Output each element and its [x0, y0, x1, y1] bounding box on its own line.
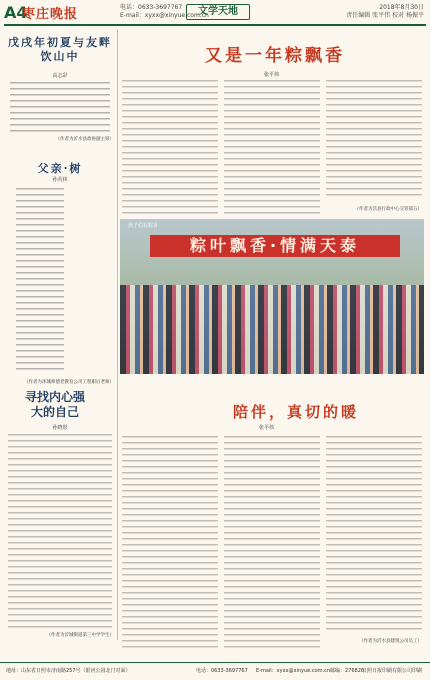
footer-email: E-mail：xyxx@xinyue.com.cn — [256, 668, 331, 674]
second-body-col3 — [326, 436, 422, 632]
main-body-col2 — [224, 80, 320, 216]
photo-crowd — [120, 285, 424, 374]
editor-credits: 责任编辑 张平伟 校对 杨振平 — [346, 12, 424, 19]
banner-text: 粽叶飘香·情满天泰 — [189, 236, 361, 255]
second-title: 陪伴，真切的暖 — [233, 403, 360, 421]
poem2-author: 孙芮林 — [52, 177, 68, 183]
poem1-body — [10, 82, 110, 134]
article-body — [8, 434, 112, 630]
header-date-block — [346, 4, 424, 20]
paper-logo: 枣庄晚报 — [22, 7, 79, 22]
footer-address: 地址：山东省日照市济南路257号（银河公园北门对面） — [6, 668, 131, 674]
photo-banner — [150, 235, 400, 257]
poem1-title: 戊戌年初夏与友畔饮山中 — [8, 36, 112, 63]
poem2-title: 父亲·树 — [37, 162, 83, 175]
section-label: 文学天地 — [186, 4, 250, 20]
poem2-note: （作者为沭城师德老教育公司工程职后老师） — [24, 380, 114, 385]
event-photo — [120, 219, 424, 374]
footer-printer: 日照日报印刷有限公司印刷 — [362, 668, 423, 674]
page-header — [0, 0, 430, 26]
photo-caption: 孩子们在粽香 — [128, 223, 159, 229]
column-divider — [117, 30, 118, 640]
article-title: 寻找内心强大的自己 — [24, 390, 85, 419]
main-note: （作者为莒县行政中心交管部五） — [354, 207, 422, 212]
second-body-col1 — [122, 436, 218, 650]
second-author: 张平伟 — [259, 425, 275, 431]
page-footer — [0, 662, 430, 680]
header-rule — [4, 24, 426, 26]
article-note: （作者为沂城街道第三中学学生） — [46, 633, 114, 638]
second-body-col2 — [224, 436, 320, 650]
issue-date: 2018年8月30日 — [379, 4, 424, 11]
main-body-col1 — [122, 80, 218, 216]
article-author: 孙晓彤 — [52, 425, 68, 431]
footer-phone: 电话：0633-3697767 — [196, 668, 248, 674]
left-column — [6, 30, 114, 640]
footer-price: 邮编：276826 — [330, 668, 365, 674]
page-number: A4 — [4, 3, 28, 22]
header-email: E-mail：xyxx@xinyue.com.cn — [120, 12, 209, 19]
main-body-col3 — [326, 80, 422, 198]
second-note: （作者为沂水县建筑公司员工） — [359, 639, 422, 644]
poem1-note: （作者为沂水县政协副主席） — [55, 137, 114, 142]
main-title: 又是一年粽飘香 — [205, 46, 345, 66]
header-phone: 电话：0633-3697767 — [120, 4, 183, 11]
poem1-author: 高志彩 — [52, 73, 68, 79]
main-author: 张平伟 — [264, 72, 280, 78]
poem2-body — [16, 188, 64, 374]
